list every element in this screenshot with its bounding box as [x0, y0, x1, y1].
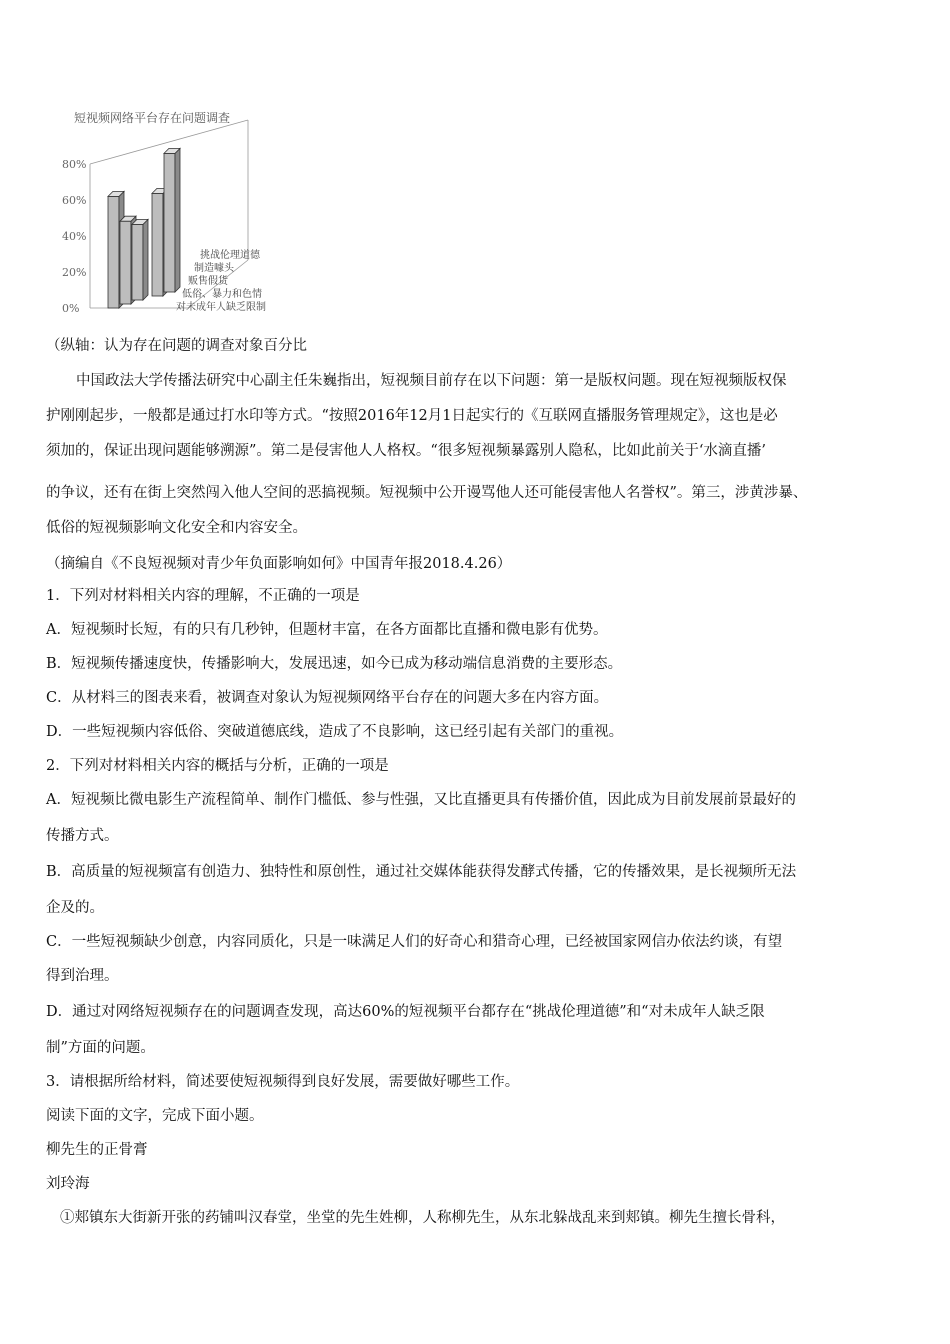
- q1-option-a: A．短视频时长短，有的只有几秒钟，但题材丰富，在各方面都比直播和微电影有优势。: [46, 622, 608, 638]
- story-author: 刘玲海: [46, 1176, 90, 1192]
- paragraph-line: 中国政法大学传播法研究中心副主任朱巍指出，短视频目前存在以下问题：第一是版权问题。现在短视频版权保: [76, 373, 787, 389]
- story-paragraph-1: ①郏镇东大街新开张的药铺叫汉春堂，坐堂的先生姓柳，人称柳先生，从东北躲战乱来到郏镇。柳先生擅长骨科，: [60, 1210, 785, 1226]
- y-tick-label: 20%: [62, 266, 87, 279]
- y-tick-label: 40%: [62, 230, 87, 243]
- paragraph-line: 的争议，还有在街上突然闯入他人空间的恶搞视频。短视频中公开谩骂他人还可能侵害他人名誉权”。第三，涉黄涉暴、: [46, 485, 808, 501]
- story-title: 柳先生的正骨膏: [46, 1142, 148, 1158]
- q2-option-b-cont: 企及的。: [46, 900, 104, 916]
- chart-bar: [132, 219, 148, 300]
- y-tick-label: 0%: [62, 302, 80, 315]
- question-2: 2．下列对材料相关内容的概括与分析，正确的一项是: [46, 758, 389, 774]
- category-label: 挑战伦理道德: [200, 250, 260, 261]
- q2-option-d-cont: 制”方面的问题。: [46, 1040, 155, 1056]
- q2-option-c: C．一些短视频缺少创意，内容同质化，只是一味满足人们的好奇心和猎奇心理，已经被国家网信办依法约谈，有望: [46, 934, 783, 950]
- paragraph-line: 低俗的短视频影响文化安全和内容安全。: [46, 520, 307, 536]
- q1-option-d: D．一些短视频内容低俗、突破道德底线，造成了不良影响，这已经引起有关部门的重视。: [46, 724, 624, 740]
- q1-option-c: C．从材料三的图表来看，被调查对象认为短视频网络平台存在的问题大多在内容方面。: [46, 690, 609, 706]
- category-label: 对未成年人缺乏限制: [176, 302, 266, 313]
- survey-chart-svg: [48, 100, 308, 330]
- category-label: 贩售假货: [188, 276, 228, 287]
- q2-option-b: B．高质量的短视频富有创造力、独特性和原创性，通过社交媒体能获得发酵式传播，它的传播效果，是长视频所无法: [46, 864, 797, 880]
- q2-option-a: A．短视频比微电影生产流程简单、制作门槛低、参与性强，又比直播更具有传播价值，因此成为目前发展前景最好的: [46, 792, 796, 808]
- question-3: 3．请根据所给材料，简述要使短视频得到良好发展，需要做好哪些工作。: [46, 1074, 520, 1090]
- chart-title: 短视频网络平台存在问题调查: [74, 111, 231, 125]
- y-tick-label: 80%: [62, 158, 87, 171]
- paragraph-line: 护刚刚起步，一般都是通过打水印等方式。“按照2016年12月1日起实行的《互联网直播服务管理规定》，这也是必: [46, 408, 778, 424]
- q2-option-a-cont: 传播方式。: [46, 828, 119, 844]
- q2-option-d: D．通过对网络短视频存在的问题调查发现，高达60%的短视频平台都存在“挑战伦理道德”和“对未成年人缺乏限: [46, 1004, 765, 1020]
- survey-chart: [48, 100, 308, 330]
- category-label: 低俗、暴力和色情: [182, 289, 262, 300]
- source-citation: （摘编自《不良短视频对青少年负面影响如何》中国青年报2018.4.26）: [46, 556, 512, 572]
- q2-option-c-cont: 得到治理。: [46, 968, 119, 984]
- reading-instruction: 阅读下面的文字，完成下面小题。: [46, 1108, 264, 1124]
- chart-bar: [164, 148, 180, 292]
- category-label: 制造噱头: [194, 263, 234, 274]
- question-1: 1．下列对材料相关内容的理解，不正确的一项是: [46, 588, 360, 604]
- chart-caption: （纵轴：认为存在问题的调查对象百分比: [46, 338, 307, 354]
- y-tick-label: 60%: [62, 194, 87, 207]
- paragraph-line: 须加的，保证出现问题能够溯源”。第二是侵害他人人格权。“很多短视频暴露别人隐私，比如此前关于‘水滴直播’: [46, 443, 767, 459]
- q1-option-b: B．短视频传播速度快，传播影响大，发展迅速，如今已成为移动端信息消费的主要形态。: [46, 656, 623, 672]
